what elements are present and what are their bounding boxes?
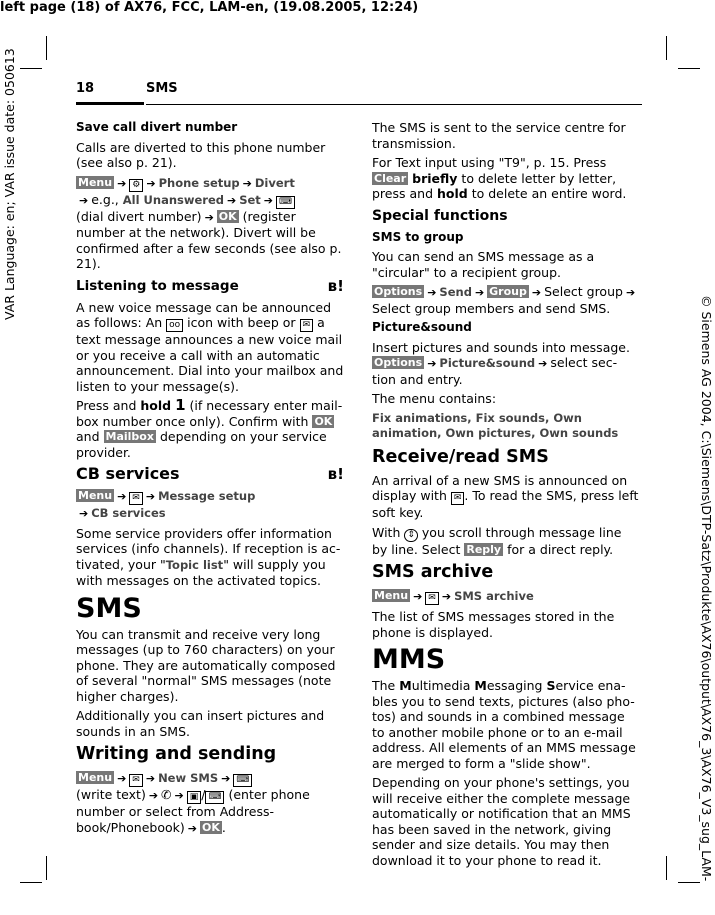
sms-to-group-text: You can send an SMS message as a "circular" to a recipient group. [372, 249, 595, 280]
cb-services-title: CB services ʙ! [76, 464, 344, 483]
crop-mark [666, 36, 667, 60]
print-header: left page (18) of AX76, FCC, LAM-en, (19.08.2005, 12:24) [0, 0, 419, 15]
sms-text-2: Additionally you can insert pictures and sounds in an SMS. [76, 708, 325, 739]
mms-title: MMS [372, 644, 446, 675]
menu-key: Menu [78, 771, 113, 784]
crop-mark [20, 68, 42, 69]
sms-archive-text: The list of SMS messages stored in the phone is displayed. [372, 609, 615, 640]
writing-sequence: Menu ➔ ✉ ➔ New SMS ➔ ⌨ (write text) ➔ ✆ ➔ ▣ / ⌨ (enter phone number or select from Address-book/Phonebook) ➔ OK . [76, 771, 310, 835]
sms-title: SMS [76, 592, 142, 624]
menu-key: Menu [374, 589, 409, 602]
receive-scroll: With ⇕ you scroll through message line by line. Select Reply for a direct reply. [372, 524, 622, 557]
side-note-right: © Siemens AG 2004, C:\Siemens\DTP-Satz\Produkte\AX76\output\AX76_3\AX76_V3_sug_LAM- [699, 295, 714, 882]
right-column [372, 120, 640, 872]
ok-key: OK [201, 820, 220, 834]
menu-items: Fix animations, Fix sounds, Own animation, Own pictures, Own sounds [372, 410, 619, 440]
sms-to-group-title: SMS to group [372, 229, 464, 244]
crop-mark [20, 882, 42, 883]
save-divert-title: Save call divert number [76, 120, 238, 134]
crop-mark [46, 36, 47, 60]
keypad-icon: ⌨ [205, 791, 224, 804]
menu-contains: The menu contains: [372, 391, 497, 406]
sent-text: The SMS is sent to the service centre for transmission. [372, 120, 626, 151]
group-key: Group [489, 285, 527, 298]
left-column [76, 120, 344, 840]
crop-mark [678, 68, 700, 69]
keypad-icon: ⌨ [276, 196, 295, 209]
settings-icon: ⚙ [129, 179, 143, 192]
save-divert-text: Calls are diverted to this phone number (see also p. 21). [76, 139, 326, 170]
reply-key: Reply [466, 542, 502, 556]
page-number: 18 [76, 81, 95, 96]
envelope-icon: ✉ [451, 492, 465, 505]
clear-key: Clear [374, 171, 407, 185]
envelope-icon: ✉ [129, 492, 143, 505]
call-key-icon: ✆ [161, 787, 172, 802]
listening-text: A new voice message can be announced as follows: An oo icon with beep or ✉ a text message announces a new voice mail or you receive a call with an automatic announcement. Dial into your mailbox and listen to your message(s). [76, 299, 344, 394]
cb-sequence: Menu ➔ ✉ ➔ Message setup ➔ CB services [78, 489, 256, 520]
header-rule-thick [76, 102, 144, 105]
ok-key: OK [314, 414, 333, 428]
menu-key: Menu [78, 175, 113, 189]
addressbook-icon: ▣ [187, 791, 202, 804]
listening-title: Listening to message ʙ! [76, 276, 344, 295]
crop-mark [666, 856, 667, 880]
menu-key: Menu [78, 489, 113, 502]
sms-archive-title: SMS archive [372, 562, 494, 582]
sms-to-group-sequence: Options ➔ Send ➔ Group ➔ Select group ➔Select group members and send SMS. [372, 284, 636, 316]
envelope-icon: ✉ [300, 319, 314, 332]
receive-read-title: Receive/read SMS [372, 446, 549, 467]
page-section-label: SMS [146, 81, 178, 96]
mms-text-1: The Multimedia Messaging Service ena-bles you to send texts, pictures (also pho-tos) and sounds in a combined message to another mobile phone or to an e-mail address. All elements of an MMS message are merged to form a "slide show". [372, 678, 636, 771]
header-rule [146, 104, 642, 105]
envelope-icon: ✉ [425, 592, 439, 605]
network-dependent-icon: ʙ! [327, 276, 344, 295]
scroll-key-icon: ⇕ [404, 529, 418, 542]
save-divert-sequence: Menu ➔ ⚙ ➔ Phone setup ➔ Divert ➔ e.g., All Unanswered ➔ Set ➔ ⌨ (dial divert number) ➔ OK (register number at the network). Divert will be confirmed after a few seconds (see also p. 21). [76, 175, 342, 271]
options-key: Options [374, 285, 423, 298]
cb-text: Some service providers offer information services (info channels). If reception is ac-tivated, your "Topic list" will supply you with messages on the activated topics. [76, 525, 341, 588]
mms-text-2: Depending on your phone's settings, you will receive either the complete message automatically or notification that an MMS has been saved in the network, giving sender and size details. You may then download it to your phone to read it. [372, 775, 631, 868]
listening-press: Press and hold 1 (if necessary enter mail-box number once only). Confirm with OK and Mailbox depending on your service provider. [76, 396, 343, 460]
network-dependent-icon: ʙ! [327, 465, 344, 483]
voicemail-icon: oo [166, 319, 183, 332]
sms-text-1: You can transmit and receive very long messages (up to 760 characters) on your phone. They are automatically composed of several "normal" SMS messages (note higher charges). [76, 626, 336, 704]
crop-mark [678, 882, 700, 883]
options-key: Options [374, 356, 423, 369]
picture-sound-text: Insert pictures and sounds into message. Options ➔ Picture&sound ➔ select sec-tion and entry. [372, 339, 630, 387]
crop-mark [46, 856, 47, 880]
writing-sending-title: Writing and sending [76, 744, 277, 764]
t9-text: For Text input using "T9", p. 15. Press Clear briefly to delete letter by letter, press and hold to delete an entire word. [372, 155, 627, 201]
special-functions-title: Special functions [372, 207, 508, 224]
receive-text: An arrival of a new SMS is announced on display with ✉ . To read the SMS, press left soft key. [372, 472, 639, 520]
sms-archive-sequence: Menu ➔ ✉ ➔ SMS archive [374, 589, 534, 603]
keypad-icon: ⌨ [233, 774, 252, 787]
picture-sound-title: Picture&sound [372, 320, 472, 334]
mailbox-key: Mailbox [105, 430, 154, 443]
envelope-icon: ✉ [129, 774, 143, 787]
side-note-left: VAR Language: en; VAR issue date: 050613 [2, 48, 17, 320]
ok-key: OK [218, 209, 237, 223]
